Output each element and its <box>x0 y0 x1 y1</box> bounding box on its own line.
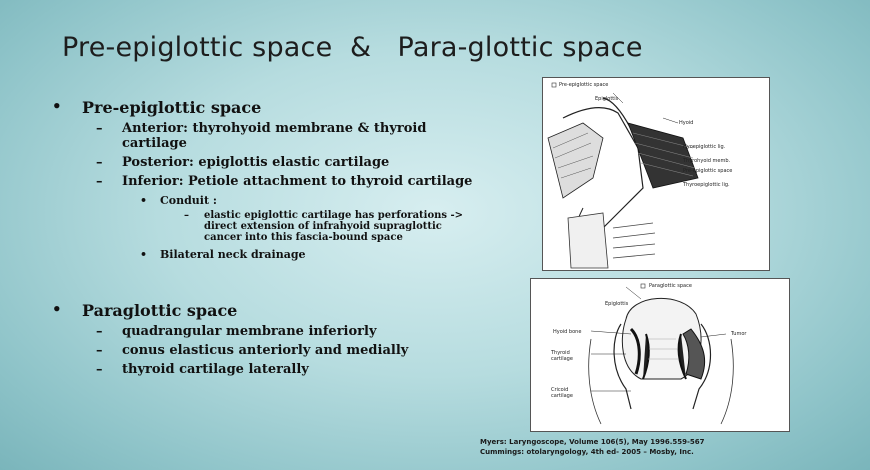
conduit-detail: – elastic epiglottic cartilage has perforations -> direct extension of infrahyoid supraglottic cancer into this fascia-bound space <box>52 210 482 243</box>
figure1-label-hyoid: Hyoid <box>679 120 694 126</box>
pre-epiglottic-posterior: – Posterior: epiglottis elastic cartilage <box>52 155 482 170</box>
figure1-label-thyroepiglottic: Thyroepiglottic lig. <box>683 182 730 188</box>
larynx-sagittal-drawing <box>543 78 769 270</box>
slide-title: Pre-epiglottic space & Para-glottic space <box>62 32 643 63</box>
citation-myers: Myers: Laryngoscope, Volume 106(5), May 1996.559-567 <box>480 438 705 446</box>
paraglottic-inferior: – quadrangular membrane inferiorly <box>52 324 482 339</box>
figure2-label-epiglottis: Epiglottis <box>605 301 629 307</box>
figure1-label-hyoepiglottic: Hyoepiglottic lig. <box>683 144 726 150</box>
pre-epiglottic-inferior: – Inferior: Petiole attachment to thyroid cartilage <box>52 174 482 189</box>
citation-cummings: Cummings: otolaryngology, 4th ed- 2005 – Mosby, Inc. <box>480 448 694 456</box>
figure2-label-hyoid: Hyoid bone <box>553 329 582 335</box>
pre-epiglottic-figure <box>542 77 770 271</box>
paraglottic-lateral: – thyroid cartilage laterally <box>52 362 482 377</box>
figure2-caption: Paraglottic space <box>649 283 692 289</box>
bilateral-drainage: • Bilateral neck drainage <box>52 248 482 261</box>
figure2-label-thyroid: Thyroid cartilage <box>551 350 573 362</box>
paraglottic-heading: • Paraglottic space <box>52 301 482 320</box>
figure2-label-tumor: Tumor <box>731 331 747 337</box>
figure1-label-thyrohyoid: Thyrohyoid memb. <box>683 158 731 164</box>
pre-epiglottic-heading: • Pre-epiglottic space <box>52 98 482 117</box>
citations <box>480 437 850 457</box>
paraglottic-figure <box>530 278 790 432</box>
figure2-label-cricoid: Cricoid cartilage <box>551 387 573 399</box>
figure1-caption: Pre-epiglottic space <box>559 82 609 88</box>
bullet-list <box>52 96 482 377</box>
conduit-label: • Conduit : <box>52 194 482 207</box>
paraglottic-anterior: – conus elasticus anteriorly and medially <box>52 343 482 358</box>
figure1-label-pre-epiglottic: Pre-epiglottic space <box>683 168 733 174</box>
figure1-label-epiglottis: Epiglottis <box>595 96 619 102</box>
pre-epiglottic-anterior: – Anterior: thyrohyoid membrane & thyroid cartilage <box>52 121 482 151</box>
